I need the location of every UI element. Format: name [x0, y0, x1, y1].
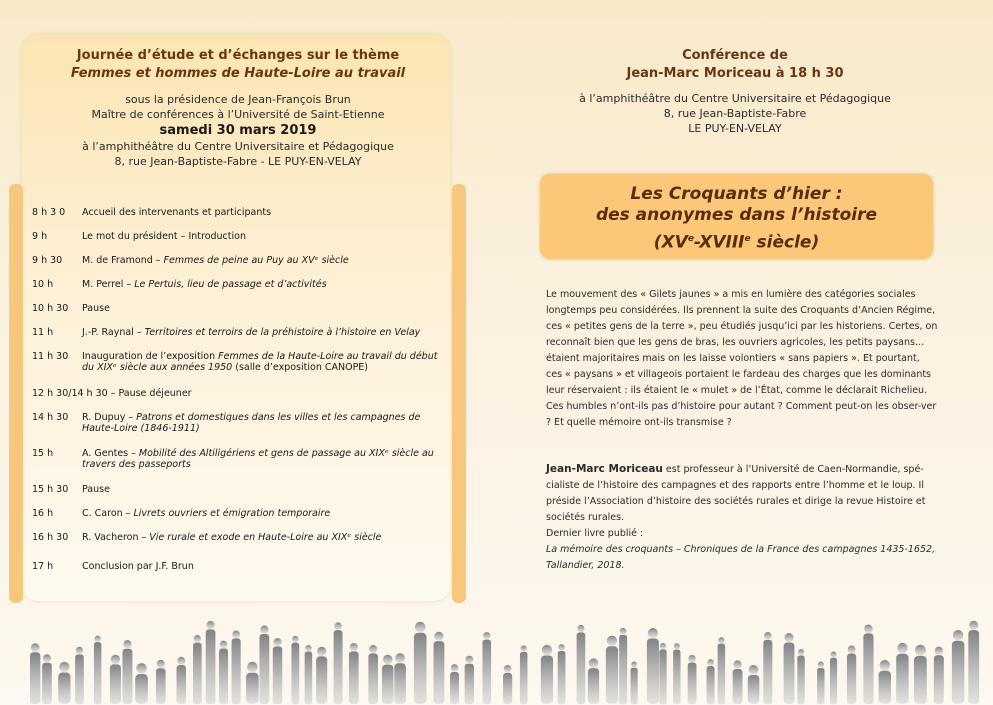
president-role: Maître de conférences à l’Université de Saint-Etienne	[91, 108, 385, 121]
speaker-name: J.-P. Raynal –	[82, 327, 145, 338]
crowd-figure	[394, 663, 406, 704]
crowd-figure-head	[674, 643, 680, 649]
conference-label: Conférence de	[682, 48, 788, 63]
schedule-time: 8 h 3 0	[32, 207, 66, 218]
crowd-figure-head	[292, 636, 299, 643]
crowd-figure	[42, 663, 52, 704]
conference-description: Le mouvement des « Gilets jaunes » a mis en lumière des catégories sociales longtemps peu considérées. Ils prennent la suite des Croquants d’Ancien Régime, ces « petites gens de la terre », peu étudiés jusqu’ici par les historiens. Certes, on reconnaît bien que les gens de bras, les ouvriers agricoles, les petits paysans… étaient majoritaires mais on les laisse volontiers « sans papiers ». Et pourtant, ces « paysans » et villageois portaient le fardeau des charges que les dominants leur réservaient : ils étaient le « mulet » de l’État, comme le déclarait Richelieu. Ces humbles n’ont-ils pas d’histoire pour autant ? Comment peut-on les obser-ver ? Et quelle mémoire ont-ils transmise ?	[546, 289, 938, 428]
crowd-figure	[349, 651, 359, 704]
crowd-figure	[784, 642, 795, 703]
crowd-figure-head	[589, 658, 598, 667]
crowd-figure-head	[305, 645, 311, 651]
crowd-figure	[334, 630, 343, 704]
crowd-figure-head	[76, 647, 83, 654]
crowd-figure	[177, 665, 187, 704]
crowd-figure-head	[247, 662, 258, 673]
crowd-figure-head	[798, 649, 804, 655]
crowd-figure	[246, 673, 259, 704]
crowd-figure-head	[688, 655, 695, 662]
schedule-description	[82, 508, 438, 519]
crowd-figure	[291, 643, 299, 705]
schedule-time: 17 h	[32, 561, 54, 572]
crowd-figure	[952, 641, 964, 704]
crowd-figure-head	[465, 656, 473, 664]
schedule-text: Pause	[82, 303, 110, 314]
crowd-figure	[934, 655, 944, 704]
conf-title-line-3: (XVe-XVIIIe siècle)	[653, 232, 820, 253]
crowd-figure	[541, 655, 553, 703]
crowd-figure-head	[558, 644, 565, 651]
crowd-figure-head	[395, 653, 405, 663]
crowd-figure	[122, 649, 132, 704]
presidence: sous la présidence de Jean-François Brun	[125, 93, 351, 106]
schedule-time: 9 h	[32, 231, 48, 242]
crowd-figure-head	[784, 633, 793, 642]
crowd-figure-head	[483, 632, 490, 639]
talk-title: Femmes de peine au Puy au XVᵉ siècle	[163, 255, 349, 266]
crowd-figure-head	[274, 638, 282, 646]
talk-title: Livrets ouvriers et émigration temporaire	[133, 508, 331, 519]
crowd-figure-head	[194, 635, 201, 642]
crowd-figure	[606, 646, 618, 703]
talk-title: Femmes de la Haute-Loire au travail du début du XIXᵉ siècle aux années 1950	[82, 351, 438, 373]
crowd-figure	[817, 668, 824, 704]
talk-title: Territoires et terroirs de la préhistoire à l’histoire en Velay	[144, 327, 421, 338]
crowd-figure	[465, 664, 474, 704]
crowd-figure	[58, 673, 70, 704]
crowd-figure-head	[521, 645, 527, 651]
schedule-description	[82, 351, 438, 373]
speaker-name: C. Caron –	[82, 508, 134, 519]
crowd-figure-head	[434, 632, 443, 641]
crowd-figure-head	[935, 647, 943, 655]
speaker-bio	[546, 461, 938, 574]
crowd-figure	[797, 656, 804, 705]
crowd-figure	[847, 654, 856, 705]
schedule-time: 15 h 30	[32, 484, 69, 495]
crowd-figure	[382, 665, 393, 704]
crowd-figure	[631, 668, 638, 705]
speaker-name: R. Dupuy –	[82, 412, 137, 423]
crowd-figure-head	[350, 643, 358, 651]
crowd-figure-head	[59, 662, 69, 672]
crowd-figure	[94, 642, 101, 704]
crowd-figure	[863, 633, 873, 704]
schedule-time: 15 h	[32, 448, 54, 459]
schedule-description	[82, 207, 438, 218]
crowd-figure	[259, 634, 269, 704]
schedule-text: Conclusion par J.F. Brun	[82, 561, 194, 572]
talk-title: Patrons et domestiques dans les villes et les campagnes de Haute-Loire (1846-1911)	[82, 412, 421, 434]
conf-venue-line-1: à l’amphithéâtre du Centre Universitaire et Pédagogique	[579, 92, 891, 105]
conf-venue-line-3: LE PUY-EN-VELAY	[688, 122, 782, 135]
crowd-figure-head	[415, 622, 426, 633]
crowd-figure	[673, 650, 680, 705]
venue-line-1: à l’amphithéâtre du Centre Universitaire et Pédagogique	[82, 140, 394, 153]
venue-line-2: 8, rue Jean-Baptiste-Fabre - LE PUY-EN-VELAY	[114, 155, 362, 168]
crowd-figure-head	[123, 640, 131, 648]
crowd-figure-head	[864, 625, 873, 634]
crowd-figure-head	[542, 645, 552, 655]
crowd-figure-head	[334, 622, 342, 630]
crowd-figure	[110, 664, 121, 704]
talk-title: Le Pertuis, lieu de passage et d’activités	[134, 279, 327, 290]
crowd-figure-head	[897, 643, 907, 653]
speaker-name: M. de Framond –	[82, 255, 164, 266]
crowd-figure-head	[733, 660, 741, 668]
crowd-figure-head	[953, 630, 963, 640]
speaker-name: M. Perrel –	[82, 279, 135, 290]
left-decorative-bar	[9, 184, 23, 603]
crowd-figure-head	[383, 655, 393, 665]
crowd-figure-head	[620, 628, 627, 635]
schedule-description	[82, 255, 438, 266]
crowd-figure-head	[157, 660, 165, 668]
crowd-figure-head	[31, 643, 40, 652]
crowd-figure-head	[220, 641, 228, 649]
crowd-figure	[914, 656, 927, 704]
talk-title: Vie rurale et exode en Haute-Loire au XIXᵉ siècle	[149, 532, 382, 543]
crowd-figure-head	[707, 659, 714, 666]
crowd-figure	[968, 630, 979, 704]
crowd-figure	[482, 640, 491, 705]
crowd-figure-head	[206, 621, 214, 629]
crowd-figure	[414, 633, 427, 704]
crowd-figure	[896, 654, 908, 704]
schedule-time: 9 h 30	[32, 255, 63, 266]
crowd-figure-head	[177, 657, 185, 665]
speaker-name: A. Gentes –	[82, 448, 139, 459]
schedule-time: 12 h 30/14 h 30 – Pause déjeuner	[32, 388, 192, 399]
crowd-figure	[588, 668, 599, 704]
crowd-figure	[135, 674, 148, 704]
crowd-figure	[733, 669, 743, 704]
schedule-description	[82, 279, 438, 290]
crowd-figure-head	[848, 645, 856, 653]
schedule-text: Le mot du président – Introduction	[82, 231, 246, 242]
schedule-description	[82, 303, 438, 314]
schedule-time: 10 h	[32, 279, 54, 290]
crowd-figure	[748, 675, 760, 704]
crowd-figure-head	[631, 662, 637, 668]
crowd-figure-head	[95, 636, 101, 642]
crowd-figure	[232, 638, 241, 704]
crowd-figure	[434, 641, 445, 704]
schedule-text: Pause	[82, 484, 110, 495]
event-title: Journée d’étude et d’échanges sur le thème	[76, 48, 400, 63]
crowd-figure-head	[232, 630, 240, 638]
crowd-figure	[619, 635, 627, 704]
crowd-figure-head	[607, 636, 617, 646]
crowd-figure	[450, 672, 459, 704]
crowd-figure-head	[880, 660, 890, 670]
schedule-description	[82, 412, 438, 434]
conference-speaker-time: Jean-Marc Moriceau à 18 h 30	[626, 66, 844, 81]
last-book-publisher: Tallandier, 2018.	[546, 560, 625, 571]
crowd-figure-head	[831, 652, 837, 658]
crowd-figure	[879, 671, 891, 704]
schedule-description	[82, 532, 438, 543]
crowd-figure	[558, 651, 566, 704]
crowd-figure-head	[660, 643, 666, 649]
crowd-figure	[763, 640, 772, 704]
crowd-figure	[206, 629, 216, 704]
crowd-figure-head	[577, 625, 584, 632]
crowd-figure-head	[43, 654, 51, 662]
crowd-figure-head	[317, 647, 326, 656]
crowd-figure-head	[969, 621, 978, 630]
speaker-name: Inauguration de l’exposition	[82, 351, 219, 362]
schedule-time: 14 h 30	[32, 412, 69, 423]
left-header	[24, 47, 452, 169]
crowd-figure-head	[818, 661, 824, 667]
event-date: samedi 30 mars 2019	[159, 123, 317, 138]
event-theme: Femmes et hommes de Haute-Loire au travail	[70, 66, 406, 81]
talk-title: Mobilité des Altiligériens et gens de passage au XIXᵉ siècle au travers des passeports	[82, 448, 434, 470]
conf-venue-line-2: 8, rue Jean-Baptiste-Fabre	[663, 107, 807, 120]
crowd-figure	[688, 663, 697, 705]
right-header	[480, 47, 990, 136]
schedule-suffix: (salle d’exposition CANOPE)	[232, 362, 369, 373]
crowd-figure	[718, 644, 726, 705]
schedule-description	[82, 484, 438, 495]
conference-title-box	[540, 174, 933, 259]
schedule-description	[82, 327, 438, 338]
bio-text: est professeur à l’Université de Caen-Normandie, spé-cialiste de l’histoire des campagnes et des rapports entre l’homme et le loup. Il préside l’Association d’histoire des sociétés rurales et dirige la revue Histoire et sociétés rurales.	[546, 464, 926, 523]
crowd-figure-head	[764, 632, 772, 640]
crowd-figure-head	[451, 664, 459, 672]
crowd-figure	[219, 648, 228, 704]
crowd-figure-head	[260, 626, 268, 634]
schedule-description	[82, 448, 438, 470]
schedule-text: Accueil des intervenants et participants	[82, 207, 272, 218]
schedule-time: 16 h	[32, 508, 54, 519]
crowd-figure	[520, 652, 528, 704]
crowd-figure	[577, 632, 586, 704]
crowd-figure	[707, 666, 715, 704]
schedule-time: 10 h 30	[32, 303, 69, 314]
crowd-figure	[316, 656, 327, 703]
bio-name: Jean-Marc Moriceau	[546, 463, 663, 475]
crowd-figure-head	[915, 645, 926, 656]
crowd-figure	[368, 653, 378, 704]
conf-title-line-1: Les Croquants d’hier :	[630, 184, 843, 204]
crowd-figure	[503, 673, 512, 704]
schedule-time: 11 h 30	[32, 351, 69, 362]
schedule-time: 16 h 30	[32, 532, 69, 543]
crowd-figure-head	[369, 645, 377, 653]
last-book-title: La mémoire des croquants – Chroniques de la France des campagnes 1435-1652,	[546, 544, 936, 555]
crowd-figure	[273, 646, 282, 704]
middle-decorative-bar	[452, 184, 466, 603]
crowd-figure-head	[136, 663, 147, 674]
schedule-description	[82, 561, 438, 572]
crowd-figure-head	[504, 665, 512, 673]
crowd-figure-head	[111, 655, 120, 664]
crowd-illustration	[0, 600, 993, 705]
schedule-description	[82, 231, 438, 242]
crowd-figure-head	[648, 628, 658, 638]
crowd-figure	[30, 652, 40, 704]
last-book-label: Dernier livre publié :	[546, 528, 644, 539]
speaker-name: R. Vacheron –	[82, 532, 150, 543]
crowd-figure	[193, 643, 202, 705]
crowd-figure	[305, 652, 313, 705]
crowd-figure	[659, 649, 666, 704]
crowd-figure	[647, 638, 659, 703]
crowd-figure	[75, 654, 84, 704]
crowd-figure	[156, 668, 166, 704]
crowd-figure-head	[749, 665, 759, 675]
conf-title-line-2: des anonymes dans l’histoire	[595, 205, 878, 225]
schedule-time: 11 h	[32, 327, 54, 338]
crowd-figure-head	[718, 637, 724, 643]
crowd-figure	[830, 658, 837, 705]
